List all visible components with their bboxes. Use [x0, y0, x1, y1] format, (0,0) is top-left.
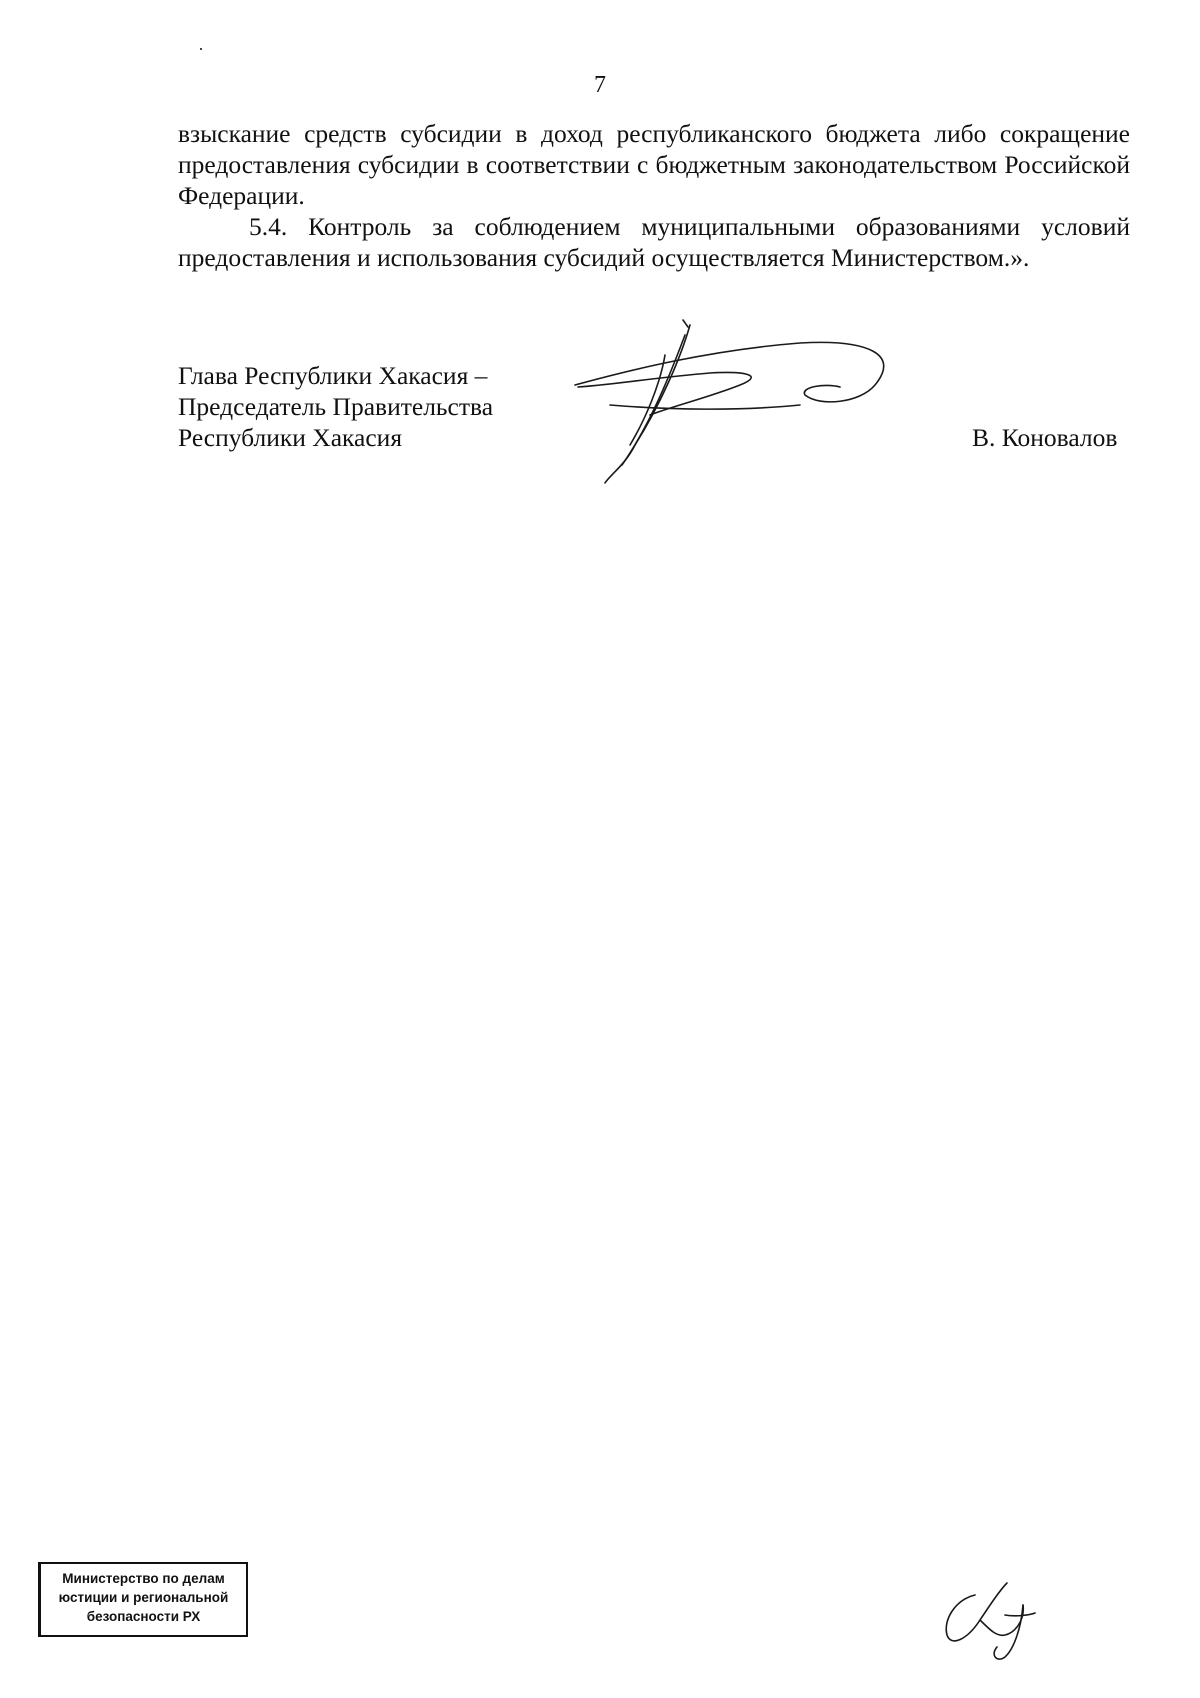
- signatory-title-line: Республики Хакасия: [178, 423, 403, 452]
- page-number: 7: [594, 72, 606, 98]
- signatory-title-line: Глава Республики Хакасия –: [178, 361, 488, 390]
- ministry-stamp: [38, 1562, 248, 1637]
- stamp-line: безопасности РХ: [86, 1609, 201, 1624]
- signatory-title: [178, 360, 493, 453]
- handwritten-initials: [935, 1575, 1055, 1665]
- handwritten-signature: [570, 315, 910, 495]
- stamp-line: юстиции и региональной: [58, 1590, 229, 1605]
- stamp-line: Министерство по делам: [62, 1571, 225, 1586]
- paragraph-5-4: 5.4. Контроль за соблюдением муниципальными образованиями условий предоставления и использования субсидий осуществляется Министерством.».: [178, 212, 1130, 272]
- signatory-name: В. Коновалов: [972, 423, 1118, 452]
- signatory-title-line: Председатель Правительства: [178, 392, 494, 421]
- scan-speck: [200, 48, 202, 50]
- paragraph-continuation: взыскание средств субсидии в доход республиканского бюджета либо сокращение предоставления субсидии в соответствии с бюджетным законодательством Российской Федерации.: [178, 119, 1130, 210]
- document-body: [178, 118, 1130, 273]
